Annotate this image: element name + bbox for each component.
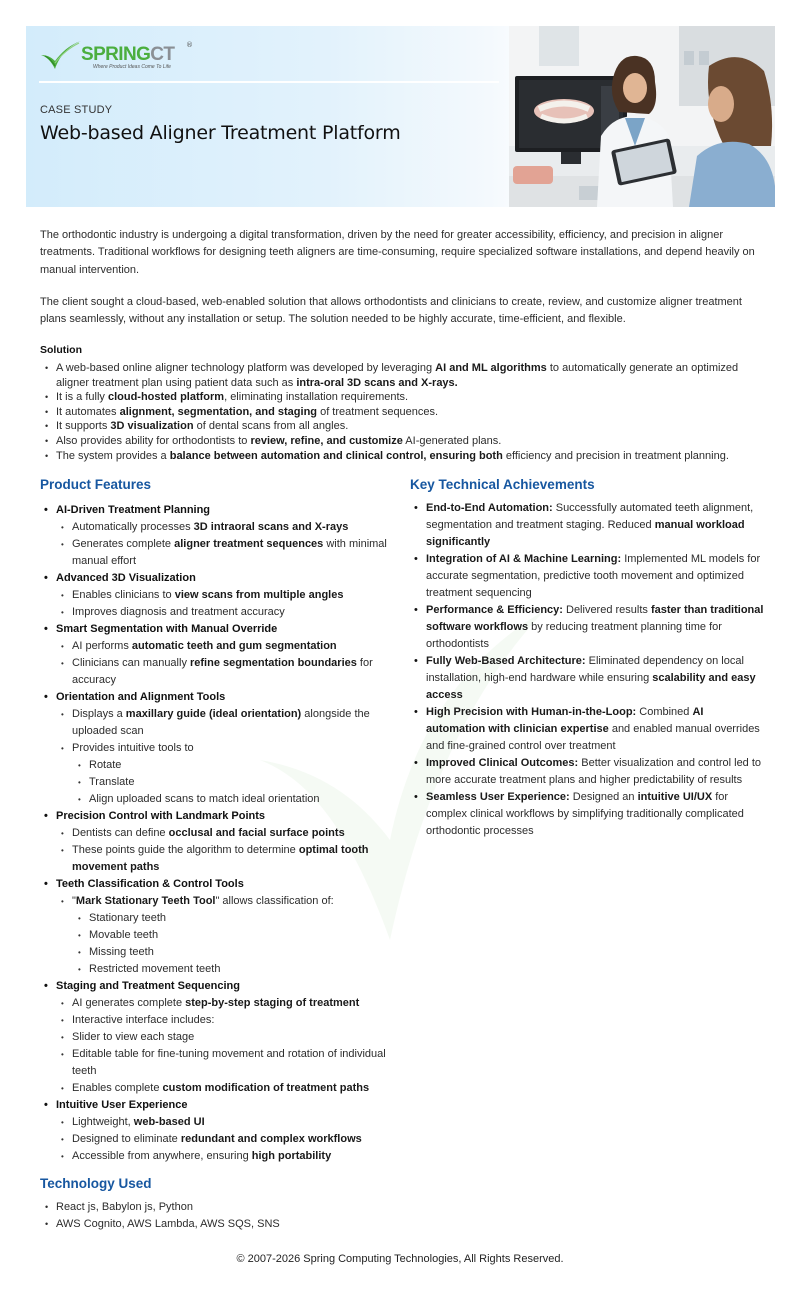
bold-text: refine segmentation boundaries: [190, 657, 357, 669]
text-segment: It automates: [56, 405, 120, 418]
bold-text: alignment, segmentation, and staging: [119, 405, 318, 418]
bold-text: AI and ML algorithms: [435, 362, 547, 374]
text-segment: AI-generated plans.: [402, 434, 502, 447]
feature-detail-item: [40, 536, 390, 570]
solution-item: [40, 419, 770, 434]
feature-heading-item: [40, 502, 390, 519]
technology-list: [40, 1199, 440, 1233]
text-segment: Also provides ability for orthodontists to: [56, 434, 251, 447]
bold-text: automatic teeth and gum segmentation: [131, 640, 337, 652]
achievement-item: [410, 653, 765, 704]
feature-detail-item: [40, 757, 390, 774]
feature-detail-item: [40, 1114, 390, 1131]
text-segment: The system provides a: [56, 449, 170, 462]
feature-detail-item: [40, 1131, 390, 1148]
dentist-consultation-photo: [509, 26, 775, 207]
feature-detail-item: [40, 587, 390, 604]
text-segment: Slider to view each stage: [72, 1031, 195, 1043]
achievement-item: [410, 551, 765, 602]
achievement-item: [410, 704, 765, 755]
feature-detail-item: [40, 519, 390, 536]
bold-text: high portability: [251, 1150, 332, 1162]
bold-text: step-by-step staging of treatment: [185, 997, 360, 1009]
feature-detail-item: [40, 825, 390, 842]
text-segment: AI-Driven Treatment Planning: [56, 504, 211, 516]
feature-detail-item: [40, 604, 390, 621]
bold-text: optimal tooth movement paths: [72, 844, 369, 873]
logo-tagline: Where Product Ideas Come To Life: [93, 64, 171, 70]
key-achievements-heading: Key Technical Achievements: [410, 477, 595, 492]
feature-detail-item: [40, 1080, 390, 1097]
logo-registered-mark: ®: [186, 41, 193, 49]
achievement-item: [410, 602, 765, 653]
text-segment: Translate: [89, 776, 135, 788]
text-segment: Precision Control with Landmark Points: [56, 810, 266, 822]
text-segment: Staging and Treatment Sequencing: [56, 980, 240, 992]
bold-text: intra-oral 3D scans and X-rays.: [296, 376, 458, 389]
text-segment: Eliminated dependency on local installation, high-end hardware while ensuring: [426, 655, 744, 684]
text-segment: Rotate: [89, 759, 122, 771]
bold-text: custom modification of treatment paths: [162, 1082, 370, 1094]
text-segment: Teeth Classification & Control Tools: [56, 878, 244, 890]
bold-text: manual workload significantly: [426, 519, 745, 548]
bold-text: Integration of AI & Machine Learning:: [426, 553, 622, 565]
achievement-item: [410, 755, 765, 789]
text-segment: Improves diagnosis and treatment accuracy: [72, 606, 285, 618]
bold-text: redundant and complex workflows: [180, 1133, 362, 1145]
text-segment: for accuracy: [72, 657, 373, 686]
page-title: Web-based Aligner Treatment Platform: [40, 122, 401, 144]
feature-detail-item: [40, 995, 390, 1012]
text-segment: Automatically processes: [72, 521, 194, 533]
feature-detail-item: [40, 1148, 390, 1165]
text-segment: AI performs: [72, 640, 132, 652]
feature-heading-item: [40, 876, 390, 893]
solution-heading: Solution: [40, 344, 82, 356]
bold-text: Fully Web-Based Architecture:: [426, 655, 586, 667]
solution-item: [40, 449, 770, 464]
key-achievements-list: [410, 500, 765, 840]
text-segment: AI generates complete: [72, 997, 186, 1009]
feature-detail-item: [40, 893, 390, 910]
copyright-footer: © 2007-2026 Spring Computing Technologies, All Rights Reserved.: [236, 1253, 564, 1265]
technology-item: • React js, Babylon js, Python: [40, 1199, 440, 1216]
feature-detail-item: [40, 944, 390, 961]
intro-paragraph-1: The orthodontic industry is undergoing a digital transformation, driven by the need for greater accessibility, efficiency, and precision in aligner treatments. Traditional workflows for designing teeth aligners are time-consuming, require specialized software installations, and depend heavily on manual intervention.: [40, 229, 755, 276]
bold-text: aligner treatment sequences: [174, 538, 324, 550]
text-segment: for complex clinical workflows by simplifying traditionally complicated orthodontic processes: [426, 791, 744, 837]
text-segment: " allows classification of:: [215, 895, 334, 907]
text-segment: Delivered results: [562, 604, 651, 616]
text-segment: Accessible from anywhere, ensuring: [72, 1150, 252, 1162]
bold-text: balance between automation and clinical control, ensuring both: [169, 449, 503, 462]
text-segment: Clinicians can manually: [72, 657, 190, 669]
feature-detail-item: [40, 774, 390, 791]
bold-text: High Precision with Human-in-the-Loop:: [426, 706, 637, 718]
feature-detail-item: [40, 961, 390, 978]
bold-text: view scans from multiple angles: [174, 589, 344, 601]
technology-item: • AWS Cognito, AWS Lambda, AWS SQS, SNS: [40, 1216, 440, 1233]
text-segment: Enables complete: [72, 1082, 163, 1094]
text-segment: , eliminating installation requirements.: [224, 391, 409, 404]
feature-heading-item: [40, 689, 390, 706]
feature-heading-item: [40, 978, 390, 995]
bold-text: scalability and easy access: [426, 672, 756, 701]
bold-text: Mark Stationary Teeth Tool: [75, 895, 216, 907]
solution-list: [40, 361, 770, 463]
text-segment: Intuitive User Experience: [56, 1099, 188, 1111]
feature-detail-item: [40, 791, 390, 808]
bold-text: review, refine, and customize: [250, 434, 403, 447]
text-segment: Designed an: [569, 791, 638, 803]
text-segment: Advanced 3D Visualization: [56, 572, 196, 584]
achievement-item: [410, 789, 765, 840]
bold-text: End-to-End Automation:: [426, 502, 553, 514]
text-segment: efficiency and precision in treatment planning.: [502, 449, 729, 462]
text-segment: Generates complete: [72, 538, 175, 550]
feature-detail-item: [40, 740, 390, 757]
solution-item: [40, 434, 770, 449]
product-features-list: [40, 502, 390, 1165]
feature-detail-item: [40, 910, 390, 927]
feature-detail-item: [40, 638, 390, 655]
feature-heading-item: [40, 621, 390, 638]
text-segment: Combined: [636, 706, 693, 718]
bold-text: occlusal and facial surface points: [168, 827, 345, 839]
text-segment: Displays a: [72, 708, 126, 720]
feature-heading-item: [40, 1097, 390, 1114]
solution-item: [40, 405, 770, 420]
feature-detail-item: [40, 842, 390, 876]
text-segment: Designed to eliminate: [72, 1133, 181, 1145]
text-segment: Successfully automated teeth alignment, segmentation and treatment staging. Reduced: [426, 502, 754, 531]
bold-text: 3D visualization: [110, 420, 194, 433]
text-segment: It is a fully: [56, 391, 108, 404]
bold-text: faster than traditional software workflows: [426, 604, 764, 633]
text-segment: by reducing treatment planning time for orthodontists: [426, 621, 722, 650]
text-segment: Editable table for fine-tuning movement and rotation of individual teeth: [72, 1048, 386, 1077]
text-segment: and enabled manual overrides and fine-grained control over treatment: [426, 723, 760, 752]
text-segment: Restricted movement teeth: [89, 963, 221, 975]
technology-heading: Technology Used: [40, 1176, 152, 1191]
feature-detail-item: [40, 655, 390, 689]
feature-detail-item: [40, 706, 390, 740]
solution-item: [40, 361, 770, 390]
achievement-item: [410, 500, 765, 551]
logo-wordmark: [81, 44, 174, 66]
solution-item: [40, 390, 770, 405]
text-segment: Dentists can define: [72, 827, 169, 839]
feature-detail-item: [40, 1029, 390, 1046]
text-segment: ": [72, 895, 76, 907]
bold-text: intuitive UI/UX: [637, 791, 713, 803]
bold-text: web-based UI: [133, 1116, 205, 1128]
text-segment: It supports: [56, 420, 111, 433]
logo-name-ct: CT: [150, 44, 175, 65]
bold-text: AI automation with clinician expertise: [426, 706, 704, 735]
bold-text: Performance & Efficiency:: [426, 604, 563, 616]
text-segment: Provides intuitive tools to: [72, 742, 194, 754]
text-segment: These points guide the algorithm to determine: [72, 844, 299, 856]
product-features-heading: Product Features: [40, 477, 152, 492]
header-divider: [39, 81, 499, 83]
intro-paragraph-2: The client sought a cloud-based, web-enabled solution that allows orthodontists and clinicians to create, review, and customize aligner treatment plans seamlessly, without any installation or setup. The solution needed to be highly accurate, time-efficient, and flexible.: [40, 296, 742, 326]
text-segment: Lightweight,: [72, 1116, 134, 1128]
text-segment: to automatically generate an optimized aligner treatment plan using patient data such as: [56, 362, 739, 389]
text-segment: alongside the uploaded scan: [72, 708, 370, 737]
logo-name-main: SPRING: [81, 44, 151, 65]
text-segment: Better visualization and control led to more accurate treatment plans and higher predictability of results: [426, 757, 762, 786]
text-segment: Enables clinicians to: [72, 589, 175, 601]
feature-heading-item: [40, 808, 390, 825]
text-segment: Stationary teeth: [89, 912, 167, 924]
feature-detail-item: [40, 1046, 390, 1080]
text-segment: Movable teeth: [89, 929, 159, 941]
bold-text: cloud-hosted platform: [107, 391, 225, 404]
feature-detail-item: [40, 927, 390, 944]
text-segment: Implemented ML models for accurate segmentation, predictive tooth movement and optimized treatment sequencing: [426, 553, 761, 599]
bold-text: Seamless User Experience:: [426, 791, 570, 803]
text-segment: Interactive interface includes:: [72, 1014, 215, 1026]
text-segment: Smart Segmentation with Manual Override: [56, 623, 278, 635]
bold-text: maxillary guide (ideal orientation): [125, 708, 302, 720]
text-segment: of dental scans from all angles.: [193, 420, 349, 433]
springct-logo[interactable]: [39, 39, 193, 73]
feature-detail-item: [40, 1012, 390, 1029]
text-segment: Missing teeth: [89, 946, 154, 958]
text-segment: of treatment sequences.: [317, 405, 439, 418]
text-segment: with minimal manual effort: [72, 538, 387, 567]
leaf-check-icon: [39, 39, 83, 73]
case-study-label: CASE STUDY: [40, 104, 113, 116]
text-segment: Align uploaded scans to match ideal orientation: [89, 793, 320, 805]
text-segment: Orientation and Alignment Tools: [56, 691, 226, 703]
bold-text: 3D intraoral scans and X-rays: [193, 521, 349, 533]
bold-text: Improved Clinical Outcomes:: [426, 757, 579, 769]
feature-heading-item: [40, 570, 390, 587]
text-segment: A web-based online aligner technology platform was developed by leveraging: [56, 362, 436, 374]
